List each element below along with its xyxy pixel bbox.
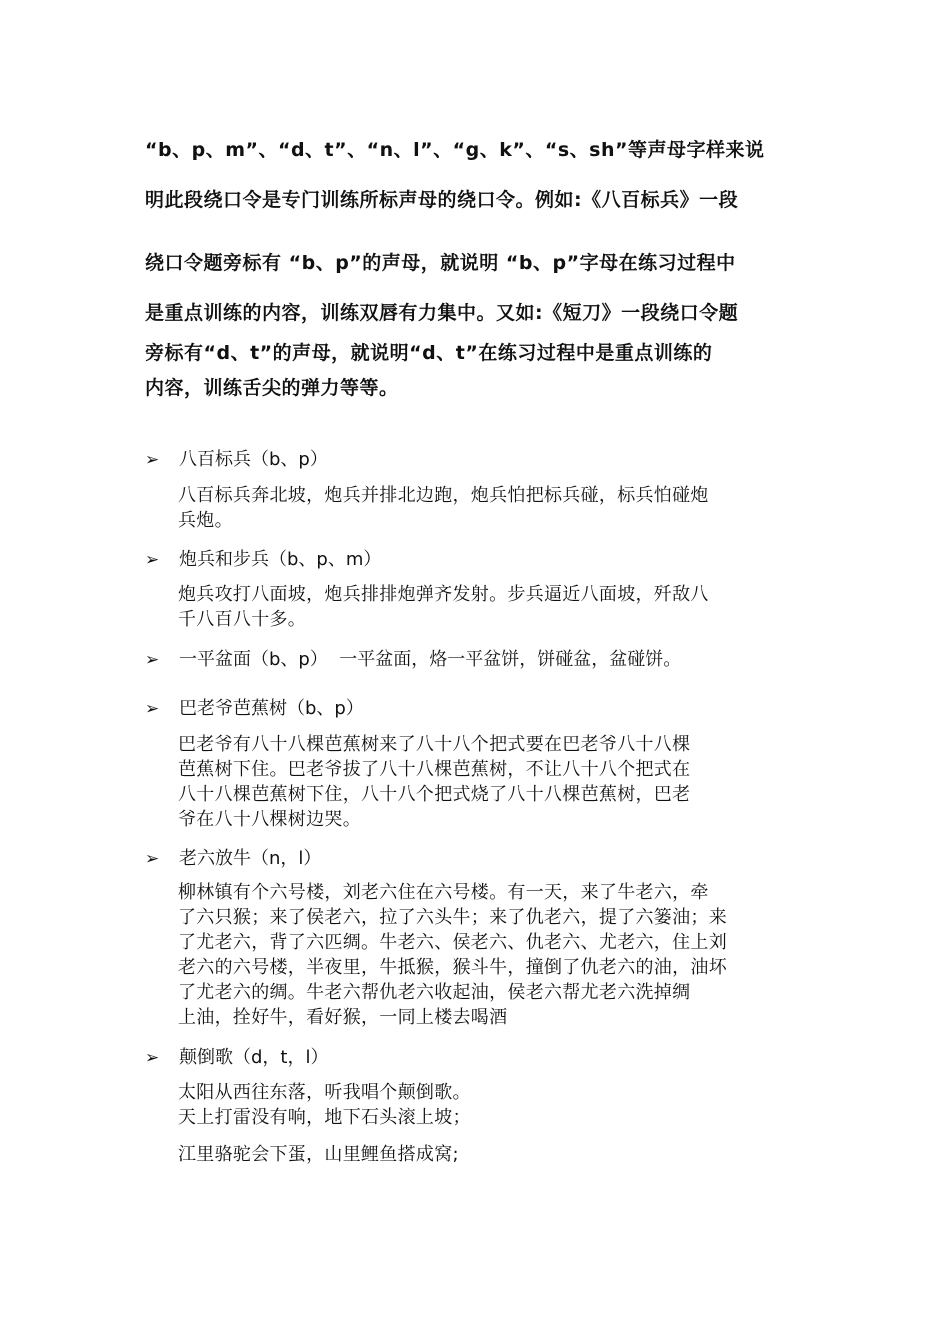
bullet-arrow-icon: ➢ (145, 699, 160, 719)
section-title-2: ➢ 炮兵和步兵（b、p、m） (145, 549, 382, 570)
section-title-1: ➢ 八百标兵（b、p） (145, 449, 328, 470)
intro-line-3: 绕口令题旁标有 “b、p”的声母，就说明 “b、p”字母在练习过程中 (145, 252, 736, 274)
section-body-6: 太阳从西往东落，听我唱个颠倒歌。 天上打雷没有响，地下石头滚上坡； (178, 1082, 471, 1128)
section-body-6-last-line: 江里骆驼会下蛋，山里鲤鱼搭成窝; (178, 1144, 459, 1165)
bullet-arrow-icon: ➢ (145, 650, 160, 670)
section-title-4: ➢ 巴老爷芭蕉树（b、p） (145, 698, 364, 719)
section-body-5: 柳林镇有个六号楼，刘老六住在六号楼。有一天，来了牛老六，牵 了六只猴；来了侯老六，拉了六头牛；来了仇老六，提了六篓油；来 了尤老六，背了六匹绸。牛老六、侯老六、仇老六、尤老六，住上刘 老六的六号楼，半夜里，牛抵猴，猴斗牛，撞倒了仇老六的油，油坏 了尤老六的绸。牛老六帮仇老六收起油，侯老六帮尤老六洗掉绸 上油，拴好牛，看好猴，一同上楼去喝酒 (178, 882, 727, 1028)
section-title-3: ➢ 一平盆面（b、p） 一平盆面，烙一平盆饼，饼碰盆，盆碰饼。 (145, 649, 682, 670)
bullet-arrow-icon: ➢ (145, 849, 160, 869)
intro-line-4: 是重点训练的内容，训练双唇有力集中。又如:《短刀》一段绕口令题 (145, 302, 739, 324)
section-body-2: 炮兵攻打八面坡，炮兵排排炮弹齐发射。步兵逼近八面坡，歼敌八 千八百八十多。 (178, 584, 709, 630)
bullet-arrow-icon: ➢ (145, 550, 160, 570)
section-body-1: 八百标兵奔北坡，炮兵并排北边跑，炮兵怕把标兵碰，标兵怕碰炮 兵炮。 (178, 485, 709, 531)
section-body-4: 巴老爷有八十八棵芭蕉树来了八十八个把式要在巴老爷八十八棵 芭蕉树下住。巴老爷拔了八十八棵芭蕉树，不让八十八个把式在 八十八棵芭蕉树下住，八十八个把式烧了八十八棵芭蕉树，巴老 爷在八十八棵树边哭。 (178, 734, 691, 830)
intro-line-5: 旁标有“d、t”的声母，就说明“d、t”在练习过程中是重点训练的 (145, 342, 713, 364)
bullet-arrow-icon: ➢ (145, 1048, 160, 1068)
intro-line-6: 内容，训练舌尖的弹力等等。 (145, 377, 399, 399)
section-title-5: ➢ 老六放牛（n，l） (145, 848, 322, 869)
bullet-arrow-icon: ➢ (145, 450, 160, 470)
intro-line-2: 明此段绕口令是专门训练所标声母的绕口令。例如:《八百标兵》一段 (145, 189, 739, 211)
section-title-6: ➢ 颠倒歌（d，t，l） (145, 1047, 329, 1068)
intro-line-1: “b、p、m”、“d、t”、“n、l”、“g、k”、“s、sh”等声母字样来说 (145, 139, 765, 161)
